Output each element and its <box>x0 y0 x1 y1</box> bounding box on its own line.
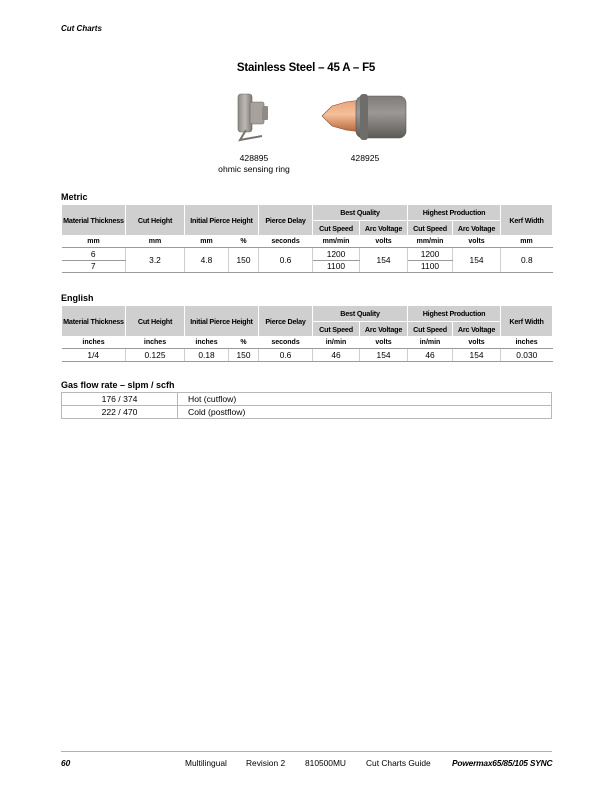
unit-cell: mm <box>501 236 553 248</box>
col-pierce-delay: Pierce Delay <box>259 306 313 337</box>
ohmic-ring-image <box>232 90 272 146</box>
col-kerf-width: Kerf Width <box>501 306 553 337</box>
table-row <box>62 393 552 406</box>
col-cut-height: Cut Height <box>126 205 185 236</box>
metric-cut-table <box>61 204 553 273</box>
kerf-cell: 0.030 <box>501 349 553 362</box>
col-material-thickness: Material Thickness <box>62 306 126 337</box>
unit-cell: inches <box>126 337 185 349</box>
hp-speed-cell: 46 <box>408 349 453 362</box>
unit-cell: inches <box>501 337 553 349</box>
unit-cell: mm <box>185 236 229 248</box>
col-highest-production: Highest Production <box>408 205 501 221</box>
col-cut-speed: Cut Speed <box>313 221 360 236</box>
gas-rate-cell: 176 / 374 <box>62 393 178 406</box>
gas-flow-heading: Gas flow rate – slpm / scfh <box>61 380 175 390</box>
unit-cell: inches <box>62 337 126 349</box>
part-number: 428925 <box>350 153 380 163</box>
pierce-height-cell: 0.18 <box>185 349 229 362</box>
gas-flow-table <box>61 392 552 419</box>
unit-cell: volts <box>360 337 408 349</box>
english-cut-table <box>61 305 553 362</box>
gas-label-cell: Cold (postflow) <box>178 406 552 419</box>
col-initial-pierce-height: Initial Pierce Height <box>185 306 259 337</box>
col-best-quality: Best Quality <box>313 306 408 322</box>
col-material-thickness: Material Thickness <box>62 205 126 236</box>
unit-cell: mm <box>62 236 126 248</box>
col-arc-voltage: Arc Voltage <box>360 322 408 337</box>
thickness-cell: 7 <box>62 260 126 273</box>
footer-guide: Cut Charts Guide <box>366 758 431 768</box>
english-heading: English <box>61 293 94 303</box>
col-arc-voltage: Arc Voltage <box>453 221 501 236</box>
col-cut-speed: Cut Speed <box>313 322 360 337</box>
footer-divider <box>61 751 552 752</box>
bq-speed-cell: 1200 <box>313 248 360 261</box>
footer-revision: Revision 2 <box>246 758 286 768</box>
hp-speed-cell: 1100 <box>408 260 453 273</box>
part-428895 <box>204 153 304 175</box>
table-row <box>62 406 552 419</box>
gas-label-cell: Hot (cutflow) <box>178 393 552 406</box>
footer-doc-number: 810500MU <box>305 758 346 768</box>
unit-cell: mm/min <box>313 236 360 248</box>
unit-cell: mm <box>126 236 185 248</box>
part-description: ohmic sensing ring <box>218 164 290 174</box>
col-initial-pierce-height: Initial Pierce Height <box>185 205 259 236</box>
unit-cell: volts <box>360 236 408 248</box>
hp-voltage-cell: 154 <box>453 248 501 273</box>
pierce-delay-cell: 0.6 <box>259 248 313 273</box>
cut-height-cell: 3.2 <box>126 248 185 273</box>
unit-cell: mm/min <box>408 236 453 248</box>
gas-rate-cell: 222 / 470 <box>62 406 178 419</box>
unit-cell: seconds <box>259 236 313 248</box>
footer-product: Powermax65/85/105 SYNC <box>452 758 553 768</box>
col-pierce-delay: Pierce Delay <box>259 205 313 236</box>
bq-speed-cell: 46 <box>313 349 360 362</box>
unit-cell: volts <box>453 236 501 248</box>
col-cut-speed: Cut Speed <box>408 221 453 236</box>
kerf-cell: 0.8 <box>501 248 553 273</box>
unit-cell: inches <box>185 337 229 349</box>
footer-language: Multilingual <box>185 758 227 768</box>
col-highest-production: Highest Production <box>408 306 501 322</box>
col-best-quality: Best Quality <box>313 205 408 221</box>
pierce-delay-cell: 0.6 <box>259 349 313 362</box>
hp-voltage-cell: 154 <box>453 349 501 362</box>
col-cut-speed: Cut Speed <box>408 322 453 337</box>
bq-voltage-cell: 154 <box>360 349 408 362</box>
bq-voltage-cell: 154 <box>360 248 408 273</box>
col-kerf-width: Kerf Width <box>501 205 553 236</box>
bq-speed-cell: 1100 <box>313 260 360 273</box>
unit-cell: volts <box>453 337 501 349</box>
col-cut-height: Cut Height <box>126 306 185 337</box>
unit-cell: % <box>229 236 259 248</box>
table-row <box>62 349 553 362</box>
part-number: 428895 <box>239 153 269 163</box>
metric-heading: Metric <box>61 192 88 202</box>
thickness-cell: 1/4 <box>62 349 126 362</box>
page-title: Stainless Steel – 45 A – F5 <box>236 62 376 74</box>
unit-cell: in/min <box>313 337 360 349</box>
thickness-cell: 6 <box>62 248 126 261</box>
unit-cell: in/min <box>408 337 453 349</box>
units-row <box>62 337 553 349</box>
table-row <box>62 248 553 261</box>
unit-cell: % <box>229 337 259 349</box>
hp-speed-cell: 1200 <box>408 248 453 261</box>
units-row <box>62 236 553 248</box>
col-arc-voltage: Arc Voltage <box>360 221 408 236</box>
section-label: Cut Charts <box>61 24 102 33</box>
retaining-cap-image <box>318 88 410 144</box>
col-arc-voltage: Arc Voltage <box>453 322 501 337</box>
cut-height-cell: 0.125 <box>126 349 185 362</box>
part-428925 <box>320 153 410 164</box>
pierce-height-cell: 4.8 <box>185 248 229 273</box>
unit-cell: seconds <box>259 337 313 349</box>
page-number: 60 <box>61 758 71 768</box>
pierce-pct-cell: 150 <box>229 349 259 362</box>
pierce-pct-cell: 150 <box>229 248 259 273</box>
